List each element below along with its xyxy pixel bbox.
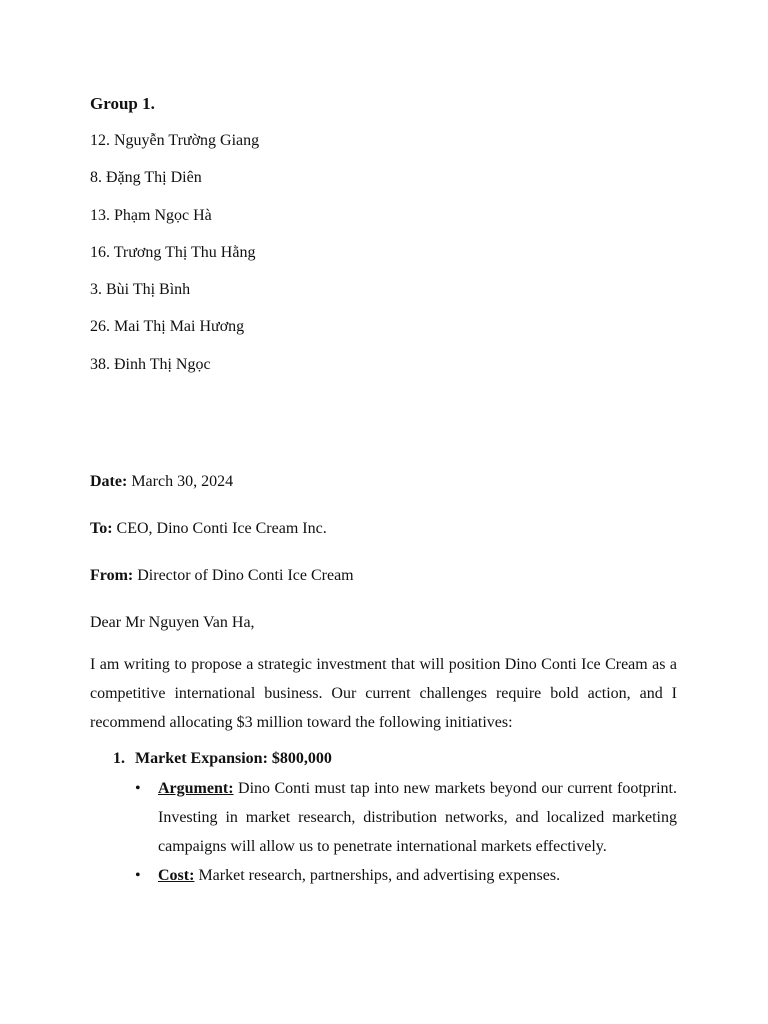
member-item: 12. Nguyễn Trường Giang <box>90 132 260 149</box>
cost-text: Market research, partnerships, and advertising expenses. <box>198 867 561 884</box>
bullet-icon: • <box>135 780 141 797</box>
initiative-item <box>90 748 677 890</box>
member-item: 8. Đặng Thị Diên <box>90 169 202 187</box>
member-item: 3. Bùi Thị Bình <box>90 281 191 299</box>
initiatives-list <box>90 748 677 890</box>
memo-from <box>90 565 354 587</box>
member-item: 13. Phạm Ngọc Hà <box>90 206 212 224</box>
member-item: 26. Mai Thị Mai Hương <box>90 318 245 336</box>
initiative-number: 1. <box>113 750 125 767</box>
memo-date-value: March 30, 2024 <box>131 473 234 490</box>
member-list <box>90 130 259 391</box>
memo-from-label: From: <box>90 567 134 584</box>
initiative-bullets <box>90 774 677 890</box>
salutation: Dear Mr Nguyen Van Ha, <box>90 614 255 631</box>
bullet-cost <box>90 861 677 890</box>
argument-label: Argument: <box>158 780 234 797</box>
memo-date-label: Date: <box>90 473 128 490</box>
intro-paragraph: I am writing to propose a strategic investment that will position Dino Conti Ice Cream as a competitive international business. Our current challenges require bold action, and I recommend allocating $3 million toward the following initiatives: <box>90 656 677 731</box>
member-item: 16. Trương Thị Thu Hằng <box>90 243 256 261</box>
bullet-icon: • <box>135 867 141 884</box>
group-title: Group 1. <box>90 94 155 113</box>
memo-to-label: To: <box>90 520 113 537</box>
memo-date <box>90 471 233 493</box>
cost-label: Cost: <box>158 867 195 884</box>
memo-to <box>90 518 327 540</box>
memo-to-value: CEO, Dino Conti Ice Cream Inc. <box>116 520 327 537</box>
initiative-heading <box>90 748 677 770</box>
member-item: 38. Đinh Thị Ngọc <box>90 355 211 373</box>
bullet-argument <box>90 774 677 861</box>
initiative-title: Market Expansion: $800,000 <box>135 750 332 767</box>
memo-from-value: Director of Dino Conti Ice Cream <box>137 567 354 584</box>
argument-text: Dino Conti must tap into new markets beyond our current footprint. Investing in market research, distribution networks, and localized marketing campaigns will allow us to penetrate international markets effectively. <box>158 780 677 855</box>
